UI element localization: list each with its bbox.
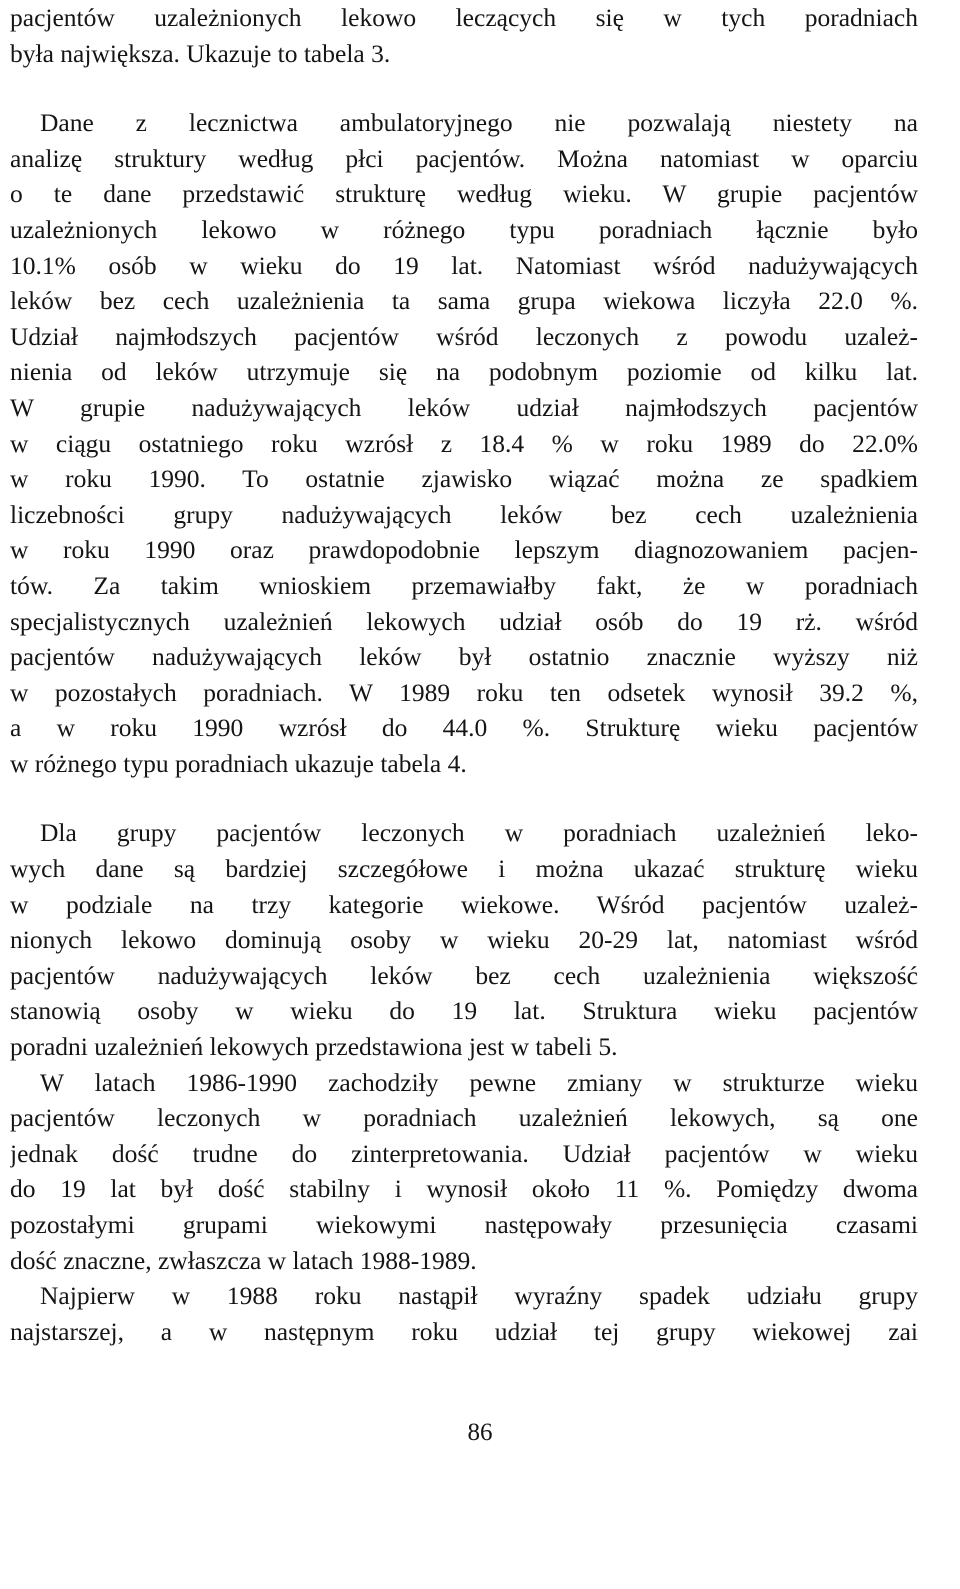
text-line: pacjentów uzależnionych lekowo leczących się w tych poradniach [10,3,918,32]
page-number: 86 [467,1419,493,1446]
text-line: Najpierw w 1988 roku nastąpił wyraźny spadek udziału grupy [40,1281,918,1311]
text-line: w pozostałych poradniach. W 1989 roku ten odsetek wynosił 39.2 %, [10,677,918,707]
text-line: stanowią osoby w wieku do 19 lat. Struktura wieku pacjentów [10,996,918,1026]
text-line: Udział najmłodszych pacjentów wśród leczonych z powodu uzależ- [10,321,918,351]
text-line: w roku 1990 oraz prawdopodobnie lepszym diagnozowaniem pacjen- [10,535,918,565]
text-line: o te dane przedstawić strukturę według wieku. W grupie pacjentów [10,179,918,209]
text-line: pacjentów nadużywających leków był ostatnio znacznie wyższy niż [10,642,918,672]
text-line: do 19 lat był dość stabilny i wynosił około 11 %. Pomiędzy dwoma [10,1174,918,1204]
text-line: poradni uzależnień lekowych przedstawiona jest w tabeli 5. [10,1032,618,1062]
text-line: W latach 1986-1990 zachodziły pewne zmiany w strukturze wieku [40,1067,918,1097]
text-line: leków bez cech uzależnienia ta sama grupa wiekowa liczyła 22.0 %. [10,286,918,316]
text-line: uzależnionych lekowo w różnego typu poradniach łącznie było [10,214,918,244]
text-line: tów. Za takim wnioskiem przemawiałby fakt, że w poradniach [10,570,918,600]
text-line: Dane z lecznictwa ambulatoryjnego nie pozwalają niestety na [40,108,918,138]
paragraph-gap [10,71,918,105]
text-line: specjalistycznych uzależnień lekowych udział osób do 19 rż. wśród [10,606,918,636]
paragraph-gap [10,781,918,815]
paragraph-1 [10,0,918,71]
text-line: w podziale na trzy kategorie wiekowe. Wśród pacjentów uzależ- [10,889,918,919]
text-line: w roku 1990. To ostatnie zjawisko wiązać można ze spadkiem [10,464,918,494]
text-line: była największa. Ukazuje to tabela 3. [10,38,391,68]
text-line: najstarszej, a w następnym roku udział tej grupy wiekowej zai [10,1316,918,1346]
text-line: dość znaczne, zwłaszcza w latach 1988-1989. [10,1245,477,1275]
text-line: nienia od leków utrzymuje się na podobnym poziomie od kilku lat. [10,357,918,387]
text-line: nionych lekowo dominują osoby w wieku 20-29 lat, natomiast wśród [10,925,918,955]
text-line: pozostałymi grupami wiekowymi następowały przesunięcia czasami [10,1210,918,1239]
text-line: jednak dość trudne do zinterpretowania. Udział pacjentów w wieku [10,1138,918,1168]
text-line: analizę struktury według płci pacjentów. Można natomiast w oparciu [10,143,918,173]
paragraph-5 [10,1278,918,1349]
paragraph-3 [10,815,918,1064]
text-line: pacjentów nadużywających leków bez cech uzależnienia większość [10,960,918,990]
paragraph-4 [10,1065,918,1279]
text-line: 10.1% osób w wieku do 19 lat. Natomiast wśród nadużywających [10,250,918,280]
paragraph-2 [10,105,918,781]
text-line: a w roku 1990 wzrósł do 44.0 %. Strukturę wieku pacjentów [10,713,918,743]
text-line: w ciągu ostatniego roku wzrósł z 18.4 % w roku 1989 do 22.0% [10,428,918,458]
text-line: W grupie nadużywających leków udział najmłodszych pacjentów [10,392,918,422]
text-line: pacjentów leczonych w poradniach uzależnień lekowych, są one [10,1103,918,1133]
text-line: Dla grupy pacjentów leczonych w poradniach uzależnień leko- [40,818,918,848]
text-line: liczebności grupy nadużywających leków bez cech uzależnienia [10,499,918,529]
text-line: w różnego typu poradniach ukazuje tabela 4. [10,748,467,778]
text-line: wych dane są bardziej szczegółowe i można ukazać strukturę wieku [10,854,918,884]
